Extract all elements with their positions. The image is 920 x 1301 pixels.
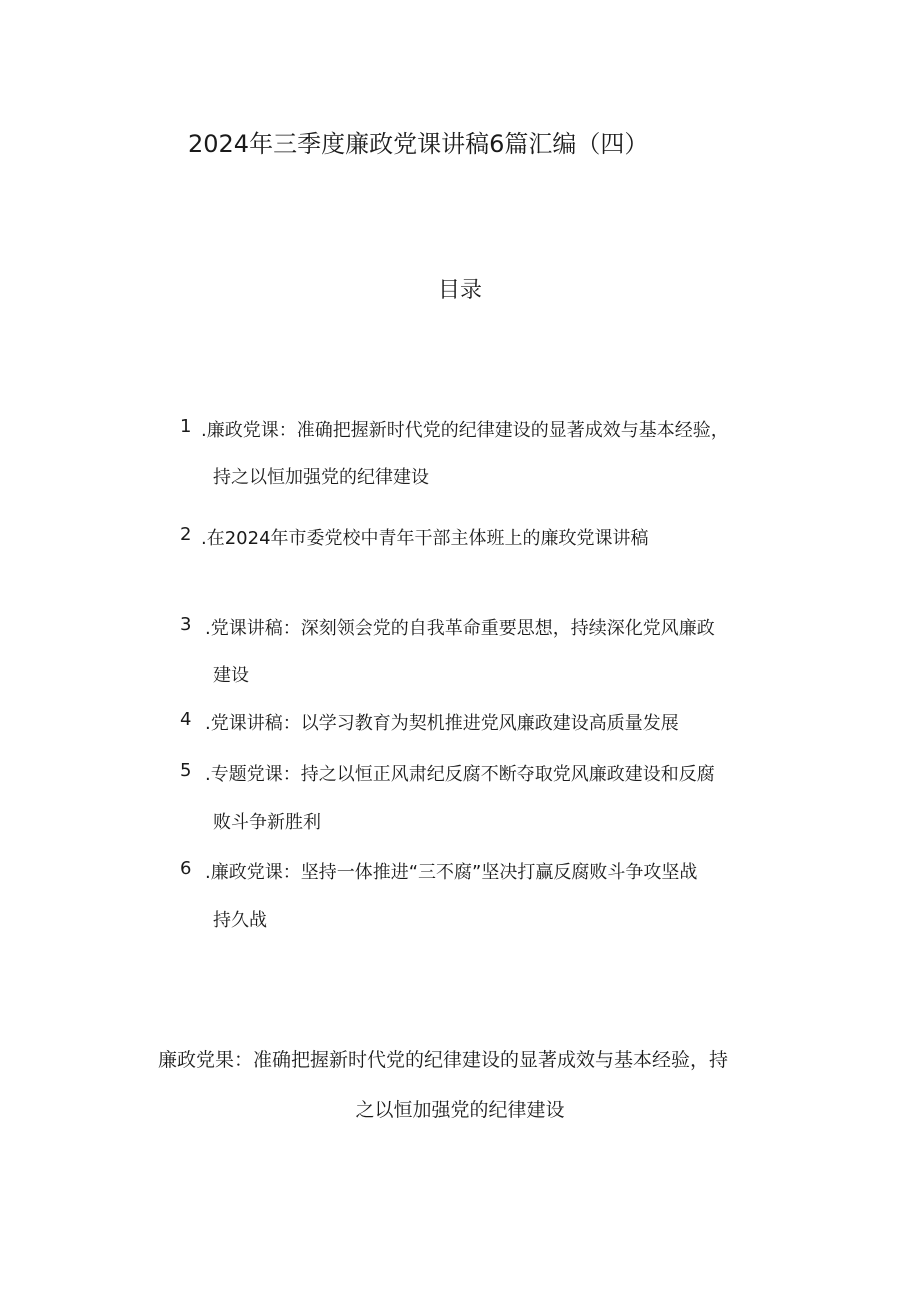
section-title: 廉政党果：准确把握新时代党的纪律建设的显著成效与基本经验，持 <box>158 1049 729 1071</box>
toc-item-title[interactable]: .廉政党课：准确把握新时代党的纪律建设的显著成效与基本经验， <box>201 420 729 441</box>
toc-item-number: 5 <box>180 760 192 781</box>
toc-item-title[interactable]: .党课讲稿：以学习教育为契机推进党风廉政建设高质量发展 <box>205 713 679 734</box>
toc-item-title[interactable]: .党课讲稿：深刻领会党的自我革命重要思想，持续深化党风廉政 <box>205 618 715 639</box>
toc-item-title-continued[interactable]: 持之以恒加强党的纪律建设 <box>213 467 429 488</box>
toc-item-title-continued[interactable]: 败斗争新胜利 <box>213 812 321 833</box>
toc-item-title[interactable]: .专题党课：持之以恒正风肃纪反腐不断夺取党风廉政建设和反腐 <box>205 764 715 785</box>
toc-item-title[interactable]: .在2024年市委党校中青年干部主体班上的廉玫党课讲稿 <box>201 528 649 549</box>
toc-item-number: 4 <box>180 709 192 730</box>
document-title: 2024年三季度廉政党课讲稿6篇汇编（四） <box>188 130 649 158</box>
toc-item-title[interactable]: .廉政党课：坚持一体推进“三不腐”坚决打赢反腐败斗争攻坚战 <box>205 862 698 883</box>
toc-item-number: 1 <box>180 416 192 437</box>
toc-heading: 目录 <box>437 278 482 303</box>
toc-item-number: 6 <box>180 858 192 879</box>
toc-item-number: 2 <box>180 524 192 545</box>
toc-item-title-continued[interactable]: 建设 <box>213 665 249 686</box>
toc-item-title-continued[interactable]: 持久战 <box>213 910 267 931</box>
section-title-continued: 之以恒加强党的纪律建设 <box>355 1099 565 1121</box>
toc-item-number: 3 <box>180 614 192 635</box>
